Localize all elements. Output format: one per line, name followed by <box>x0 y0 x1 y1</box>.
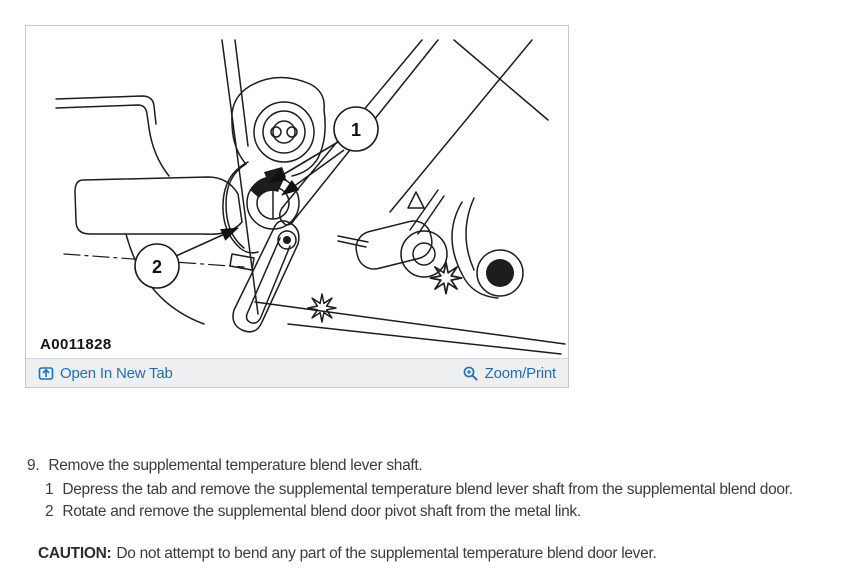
caution-label: CAUTION: <box>38 545 112 562</box>
zoom-print-link[interactable] <box>462 365 556 382</box>
caution-line <box>38 545 656 563</box>
substep-2-number: 2 <box>45 503 54 520</box>
callout-1-label: 1 <box>350 120 362 140</box>
substep-2-text: Rotate and remove the supplemental blend door pivot shaft from the metal link. <box>62 503 581 520</box>
step-number: 9. <box>27 457 40 474</box>
callout-2-label: 2 <box>151 257 163 277</box>
substep-line-1 <box>45 481 793 499</box>
open-in-new-tab-link[interactable] <box>38 365 173 382</box>
zoom-print-label: Zoom/Print <box>484 364 556 382</box>
substep-line-2 <box>45 503 581 521</box>
callout-1 <box>269 107 378 195</box>
step-text: Remove the supplemental temperature blend lever shaft. <box>48 457 423 474</box>
substep-1-number: 1 <box>45 481 54 498</box>
pivot-shaft-parts <box>308 190 523 322</box>
figure-panel <box>25 25 569 388</box>
figure-drawing-area <box>26 26 568 358</box>
substep-1-text: Depress the tab and remove the supplemental temperature blend lever shaft from the supplemental blend door. <box>62 481 793 498</box>
caution-text: Do not attempt to bend any part of the supplemental temperature blend door lever. <box>116 545 657 562</box>
image-id-label: A0011828 <box>40 336 112 353</box>
figure-footer <box>26 358 568 387</box>
magnifier-plus-icon <box>462 365 479 382</box>
callout-2 <box>135 228 238 288</box>
open-in-new-tab-label: Open In New Tab <box>60 364 173 382</box>
step-line <box>27 457 422 475</box>
technical-diagram <box>26 26 568 358</box>
open-in-new-tab-icon <box>38 365 54 381</box>
